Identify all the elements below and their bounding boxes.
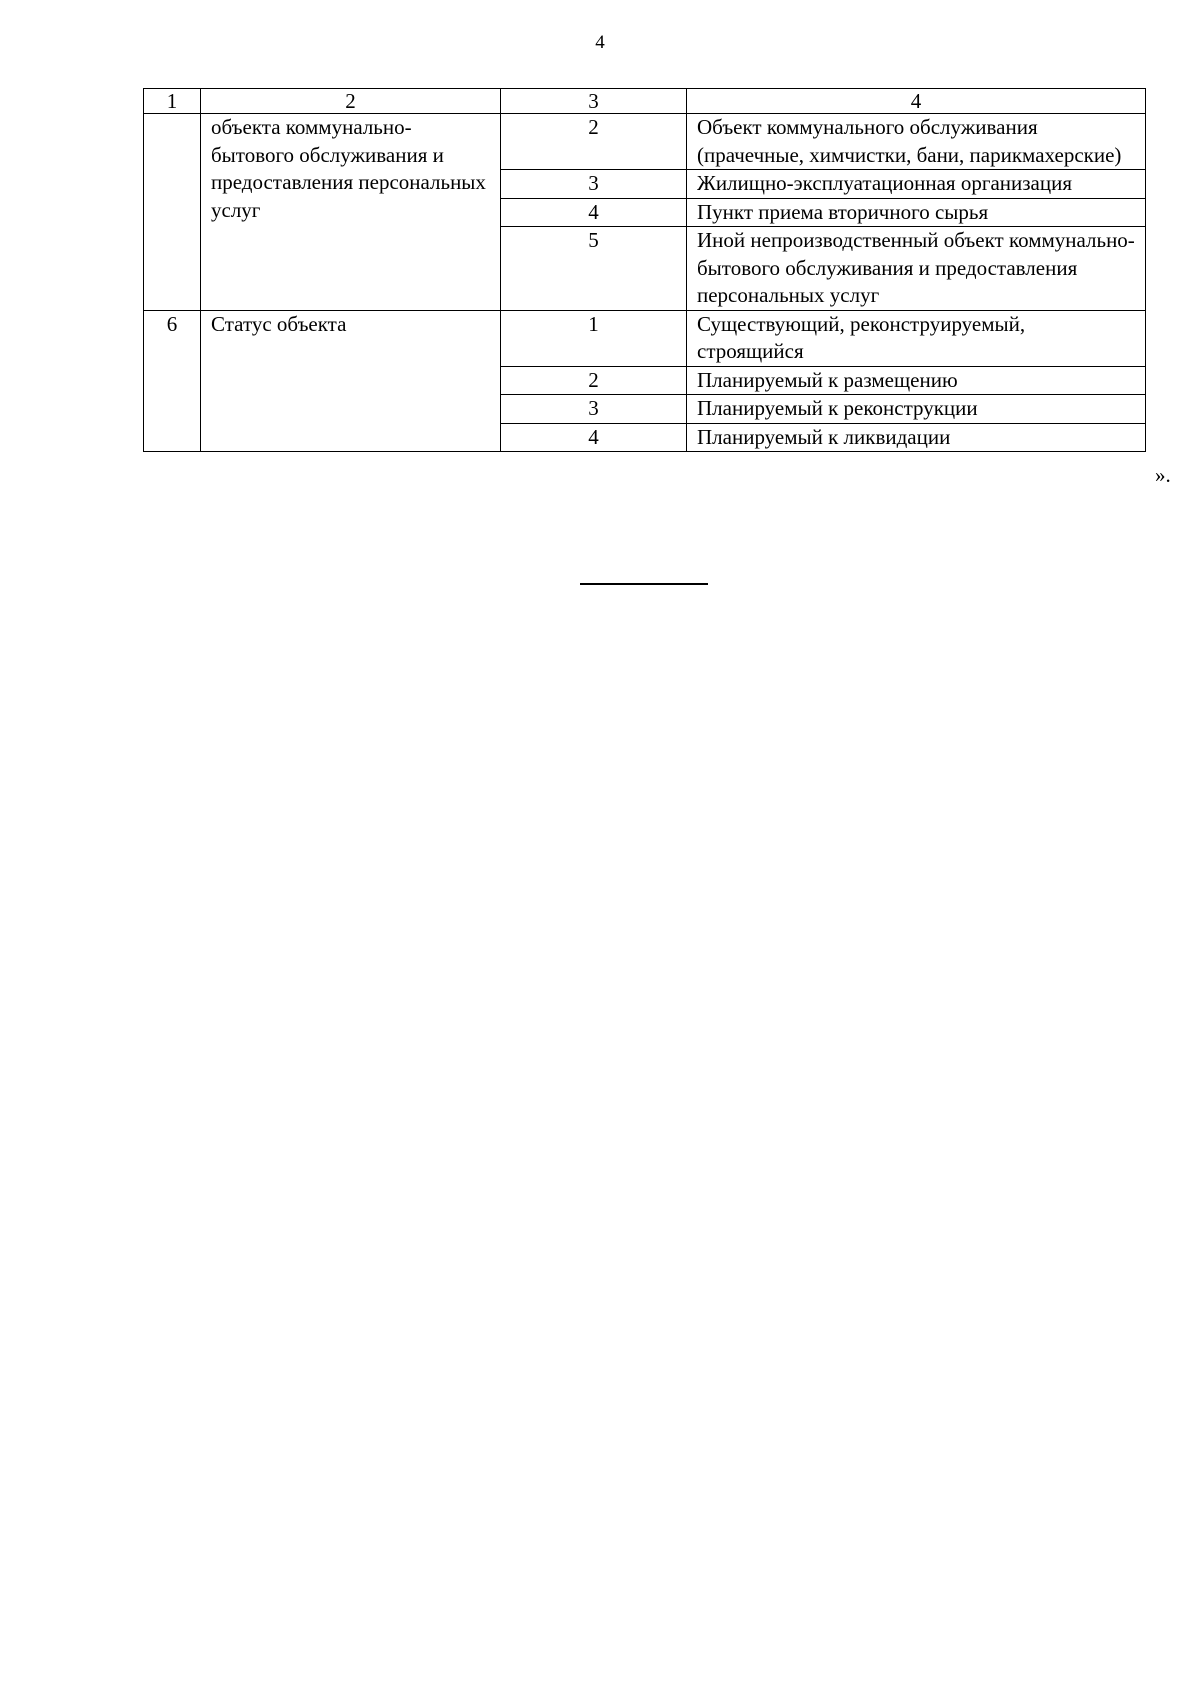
value-description: Существующий, реконструируемый, строящийся (687, 310, 1146, 366)
table-header-row (144, 89, 1146, 114)
row-number: 6 (144, 310, 201, 452)
value-code: 3 (501, 170, 687, 199)
end-separator-line (580, 583, 708, 585)
value-description: Планируемый к реконструкции (687, 395, 1146, 424)
value-code: 4 (501, 198, 687, 227)
value-description: Планируемый к ликвидации (687, 423, 1146, 452)
row-number (144, 114, 201, 311)
value-code: 3 (501, 395, 687, 424)
table-row (144, 310, 1146, 366)
value-description: Планируемый к размещению (687, 366, 1146, 395)
value-code: 4 (501, 423, 687, 452)
header-cell: 3 (501, 89, 687, 114)
header-cell: 2 (201, 89, 501, 114)
closing-quote-mark: ». (1155, 463, 1171, 487)
attribute-name: объекта коммунально-бытового обслуживания и предоставления персональных услуг (201, 114, 501, 311)
value-code: 5 (501, 227, 687, 311)
table-row (144, 114, 1146, 170)
header-cell: 1 (144, 89, 201, 114)
value-description: Жилищно-эксплуатационная организация (687, 170, 1146, 199)
value-code: 2 (501, 366, 687, 395)
classifier-table (143, 88, 1146, 452)
value-code: 1 (501, 310, 687, 366)
value-code: 2 (501, 114, 687, 170)
value-description: Пункт приема вторичного сырья (687, 198, 1146, 227)
attribute-name: Статус объекта (201, 310, 501, 452)
value-description: Иной непроизводственный объект коммунально-бытового обслуживания и предоставления персональных услуг (687, 227, 1146, 311)
header-cell: 4 (687, 89, 1146, 114)
page-number: 4 (595, 32, 605, 53)
value-description: Объект коммунального обслуживания (прачечные, химчистки, бани, парикмахерские) (687, 114, 1146, 170)
